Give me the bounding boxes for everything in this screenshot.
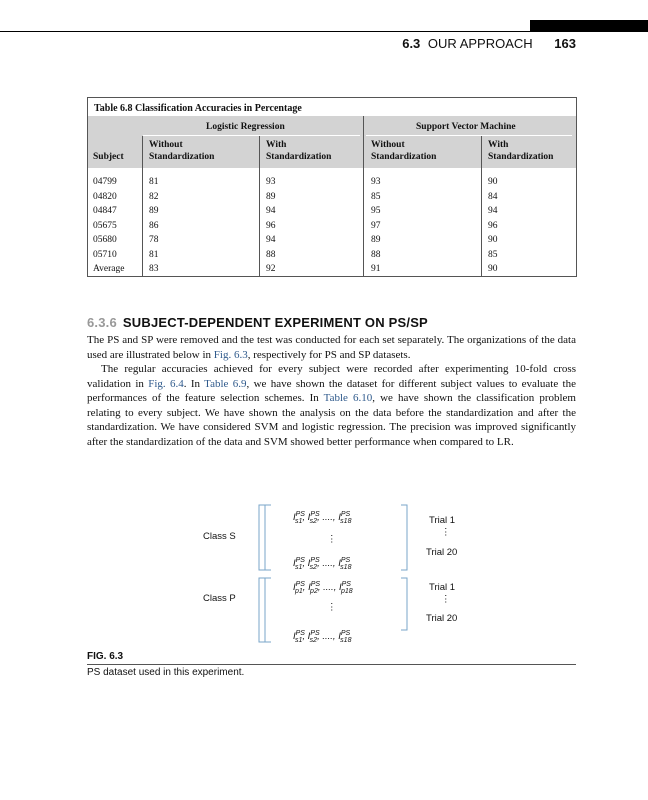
link-table-6-10[interactable]: Table 6.10	[323, 392, 373, 405]
trial-1-p: Trial 1	[429, 582, 456, 593]
table-cell-subject: 04799	[93, 177, 117, 187]
trial-20-p: Trial 20	[426, 613, 458, 624]
trial-20-s: Trial 20	[426, 547, 458, 558]
col-svm-with-2: Standardization	[488, 152, 554, 162]
para2-text-d: , we have shown the classification problem relating to every subject. We have shown the analysis on the data before the standardization and after the standardization. We have considered SVM and logistic regression. The precision was improved significantly after the standardization of the data and SVM showed better performance when compared to LR.	[87, 392, 576, 448]
table-cell: 94	[488, 206, 498, 216]
para1-text-b: , respectively for PS and SP datasets.	[247, 348, 411, 361]
class-s-label: Class S	[203, 531, 236, 542]
col-svm-without-1: Without	[371, 140, 405, 150]
figure-rule	[87, 664, 576, 665]
header-section: 6.3	[402, 36, 421, 51]
formula-term: $I^{PS}_{s2}$	[307, 557, 320, 572]
table-cell: 81	[149, 177, 159, 187]
formula-term: $I^{PS}_{p18}$	[338, 581, 353, 596]
bracket-left-p-inner	[265, 578, 271, 642]
formula-row: $I^{PS}_{s1}$, $I^{PS}_{s2}$, ...., $I^{PS}_{s18}$	[293, 630, 352, 645]
formula-term: $I^{PS}_{s18}$	[338, 511, 352, 526]
col-lr-with-1: With	[266, 140, 287, 150]
formula-term: $I^{PS}_{s1}$	[293, 511, 305, 526]
formula-term: $I^{PS}_{s18}$	[338, 630, 352, 645]
table-cell: 97	[371, 220, 381, 231]
col-lr-without-1: Without	[149, 140, 183, 150]
link-fig-6-4[interactable]: Fig. 6.4	[148, 377, 184, 390]
vdots-formula-s: ⋮	[327, 534, 337, 545]
header-title: OUR APPROACH	[427, 36, 533, 51]
para2-text-b: . In	[183, 377, 205, 390]
page-number: 163	[554, 36, 576, 51]
formula-term: $I^{PS}_{s2}$	[307, 511, 320, 526]
formula-term: $I^{PS}_{s2}$	[307, 630, 320, 645]
section-number: 6.3.6	[87, 315, 117, 330]
bracket-left-p-outer	[259, 578, 265, 642]
col-svm-with-1: With	[488, 140, 509, 150]
table-cell: 83	[149, 264, 159, 274]
table-cell: 90	[488, 177, 498, 187]
formula-term: $I^{PS}_{p1}$	[293, 581, 305, 596]
figure-label: FIG. 6.3	[87, 651, 124, 662]
bracket-right-s	[401, 505, 407, 570]
figure-caption: PS dataset used in this experiment.	[87, 667, 245, 678]
table-cell: 88	[371, 249, 381, 260]
bracket-left-s-inner	[265, 505, 271, 570]
group-svm: Support Vector Machine	[416, 122, 516, 132]
table-cell: 89	[371, 235, 381, 245]
link-table-6-9[interactable]: Table 6.9	[204, 377, 247, 390]
class-p-label: Class P	[203, 593, 236, 604]
para1-text-a: The PS and SP were removed and the test was conducted for each set separately. The organizations of the data used are illustrated below in	[87, 334, 576, 361]
para2-text-a: The regular accuracies achieved for every subject were recorded after experimenting 10-fold cross validation in	[87, 363, 576, 390]
table-cell: 96	[266, 220, 276, 231]
col-lr-without-2: Standardization	[149, 152, 215, 162]
table-cell: 78	[149, 235, 159, 245]
table-cell: 89	[266, 191, 276, 202]
table-cell: 93	[371, 177, 381, 187]
table-cell: 85	[371, 191, 381, 202]
vdots-trial-s: ⋮	[441, 527, 451, 538]
formula-term: $I^{PS}_{p2}$	[308, 581, 321, 596]
table-cell-subject: Average	[93, 264, 125, 274]
bracket-left-s-outer	[259, 505, 265, 570]
table-cell: 95	[371, 206, 381, 216]
section-title: SUBJECT-DEPENDENT EXPERIMENT ON PS/SP	[122, 315, 428, 330]
vdots-formula-p: ⋮	[327, 602, 337, 613]
table-cell: 93	[266, 177, 276, 187]
table-cell: 82	[149, 191, 159, 202]
col-lr-with-2: Standardization	[266, 152, 332, 162]
table-cell: 81	[149, 249, 159, 260]
table-cell: 89	[149, 206, 159, 216]
table-cell-subject: 05675	[93, 220, 117, 231]
table-cell: 96	[488, 220, 498, 231]
table-cell: 84	[488, 191, 498, 202]
formula-row: $I^{PS}_{s1}$, $I^{PS}_{s2}$, ...., $I^{PS}_{s18}$	[293, 511, 352, 526]
table-cell-subject: 05710	[93, 249, 117, 260]
table-cell: 88	[266, 249, 276, 260]
table-cell: 94	[266, 235, 276, 245]
formula-term: $I^{PS}_{s1}$	[293, 557, 305, 572]
formula-row: $I^{PS}_{s1}$, $I^{PS}_{s2}$, ...., $I^{PS}_{s18}$	[293, 557, 352, 572]
formula-term: $I^{PS}_{s18}$	[338, 557, 352, 572]
para2-text-c: , we have shown the dataset for different subject values to evaluate the performances of the feature selection schemes. In	[87, 377, 577, 405]
table-cell-subject: 04847	[93, 206, 117, 216]
table-cell-subject: 05680	[93, 235, 117, 245]
col-subject: Subject	[93, 152, 124, 162]
table-cell: 94	[266, 206, 276, 216]
table-caption: Table 6.8 Classification Accuracies in Percentage	[94, 103, 302, 114]
table-cell: 92	[266, 264, 276, 274]
bracket-right-p	[401, 578, 407, 630]
vdots-trial-p: ⋮	[441, 594, 451, 605]
formula-row: $I^{PS}_{p1}$, $I^{PS}_{p2}$, ...., $I^{PS}_{p18}$	[293, 581, 353, 596]
table-cell: 90	[488, 235, 498, 245]
table-cell: 86	[149, 220, 159, 231]
table-cell-subject: 04820	[93, 191, 117, 202]
col-svm-without-2: Standardization	[371, 152, 437, 162]
formula-term: $I^{PS}_{s1}$	[293, 630, 305, 645]
trial-1-s: Trial 1	[429, 515, 456, 526]
table-cell: 91	[371, 264, 381, 274]
table-cell: 90	[488, 264, 498, 274]
link-fig-6-3[interactable]: Fig. 6.3	[213, 348, 248, 361]
table-cell: 85	[488, 249, 498, 260]
group-logistic-regression: Logistic Regression	[206, 122, 285, 132]
